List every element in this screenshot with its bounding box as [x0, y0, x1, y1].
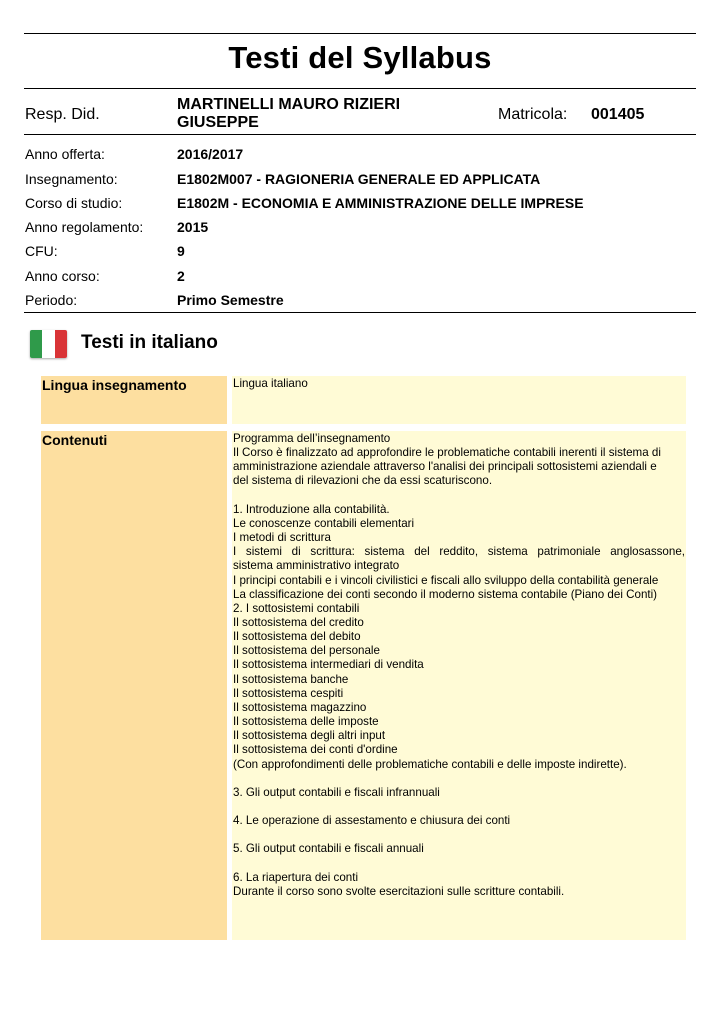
contenuti-line: Il sottosistema degli altri input: [233, 729, 386, 743]
contenuti-line: Il sottosistema dei conti d'ordine: [233, 743, 398, 757]
matricola-value: 001405: [591, 106, 645, 123]
contenuti-line: Il sottosistema intermediari di vendita: [233, 658, 424, 672]
contenuti-line: Durante il corso sono svolte esercitazioni sulle scritture contabili.: [233, 884, 565, 898]
contenuti-line: Il sottosistema del personale: [233, 644, 380, 658]
contenuti-line: Il sottosistema magazzino: [233, 700, 367, 714]
info-label: Anno corso:: [25, 268, 100, 284]
italian-flag-icon: [30, 330, 67, 358]
lingua-label: Lingua insegnamento: [42, 377, 187, 393]
contenuti-line: Le conoscenze contabili elementari: [233, 516, 415, 530]
resp-did-label: Resp. Did.: [25, 106, 100, 123]
section-title: Testi in italiano: [81, 332, 218, 353]
contenuti-line: Il sottosistema cespiti: [233, 686, 344, 700]
info-value: 9: [177, 243, 185, 259]
contenuti-line: 1. Introduzione alla contabilità.: [233, 502, 390, 516]
contenuti-line: [233, 772, 685, 786]
flag-stripe-white: [42, 330, 54, 358]
info-value: E1802M007 - RAGIONERIA GENERALE ED APPLICATA: [177, 171, 541, 187]
contenuti-line: I metodi di scrittura: [233, 531, 331, 545]
contenuti-line: 4. Le operazione di assestamento e chiusura dei conti: [233, 814, 511, 828]
contenuti-line: 5. Gli output contabili e fiscali annuali: [233, 842, 424, 856]
header-rule: [24, 134, 696, 135]
contenuti-line: Il sottosistema banche: [233, 672, 349, 686]
contenuti-line: La classificazione dei conti secondo il moderno sistema contabile (Piano dei Conti): [233, 587, 658, 601]
info-value: E1802M - ECONOMIA E AMMINISTRAZIONE DELLE IMPRESE: [177, 195, 584, 211]
contenuti-label-cell: [41, 431, 227, 940]
info-label: Insegnamento:: [25, 171, 118, 187]
info-rule: [24, 312, 696, 313]
contenuti-line: 6. La riapertura dei conti: [233, 870, 359, 884]
lingua-value-cell: [232, 376, 686, 424]
contenuti-line: [233, 828, 685, 842]
contenuti-line: I sistemi di scrittura: sistema del reddito, sistema patrimoniale anglosassone,: [233, 545, 685, 559]
contenuti-line: I principi contabili e i vincoli civilistici e fiscali allo sviluppo della contabilità generale: [233, 573, 659, 587]
contenuti-line: 3. Gli output contabili e fiscali infrannuali: [233, 785, 440, 799]
lingua-label-cell: [41, 376, 227, 424]
flag-stripe-green: [30, 330, 42, 358]
info-value: 2015: [177, 219, 209, 235]
contenuti-line: del sistema di rilevazioni che da essi scaturiscono.: [233, 474, 493, 488]
matricola-label: Matricola:: [498, 106, 568, 123]
contenuti-value-cell: [232, 431, 686, 940]
contenuti-line: Il Corso è finalizzato ad approfondire le problematiche contabili inerenti il sistema di: [233, 446, 661, 460]
page-title: Testi del Syllabus: [228, 40, 492, 75]
info-value: Primo Semestre: [177, 292, 284, 308]
contenuti-line: [233, 800, 685, 814]
contenuti-line: Il sottosistema del credito: [233, 616, 364, 630]
info-label: Periodo:: [25, 292, 78, 308]
contenuti-line: Programma dell’insegnamento: [233, 432, 391, 445]
contenuti-line: sistema amministrativo integrato: [233, 559, 400, 573]
contenuti-line: amministrazione aziendale attraverso l'analisi dei principali sottosistemi aziendali e: [233, 460, 657, 474]
title-rule: [24, 88, 696, 89]
contenuti-line: [233, 489, 685, 503]
info-label: CFU:: [25, 243, 58, 259]
contenuti-line: (Con approfondimenti delle problematiche contabili e delle imposte indirette).: [233, 757, 627, 771]
contenuti-line: [233, 857, 685, 871]
flag-stripe-red: [55, 330, 67, 358]
top-rule: [24, 33, 696, 34]
info-label: Anno offerta:: [25, 146, 105, 162]
resp-did-value: MARTINELLI MAURO RIZIERI GIUSEPPE: [177, 96, 401, 131]
contenuti-label: Contenuti: [42, 432, 108, 448]
info-value: 2: [177, 268, 185, 284]
contenuti-line: Il sottosistema delle imposte: [233, 715, 379, 729]
contenuti-line: 2. I sottosistemi contabili: [233, 601, 360, 615]
lingua-value: Lingua italiano: [233, 377, 308, 390]
info-label: Corso di studio:: [25, 195, 123, 211]
info-value: 2016/2017: [177, 146, 244, 162]
contenuti-line: Il sottosistema del debito: [233, 630, 361, 644]
info-label: Anno regolamento:: [25, 219, 144, 235]
